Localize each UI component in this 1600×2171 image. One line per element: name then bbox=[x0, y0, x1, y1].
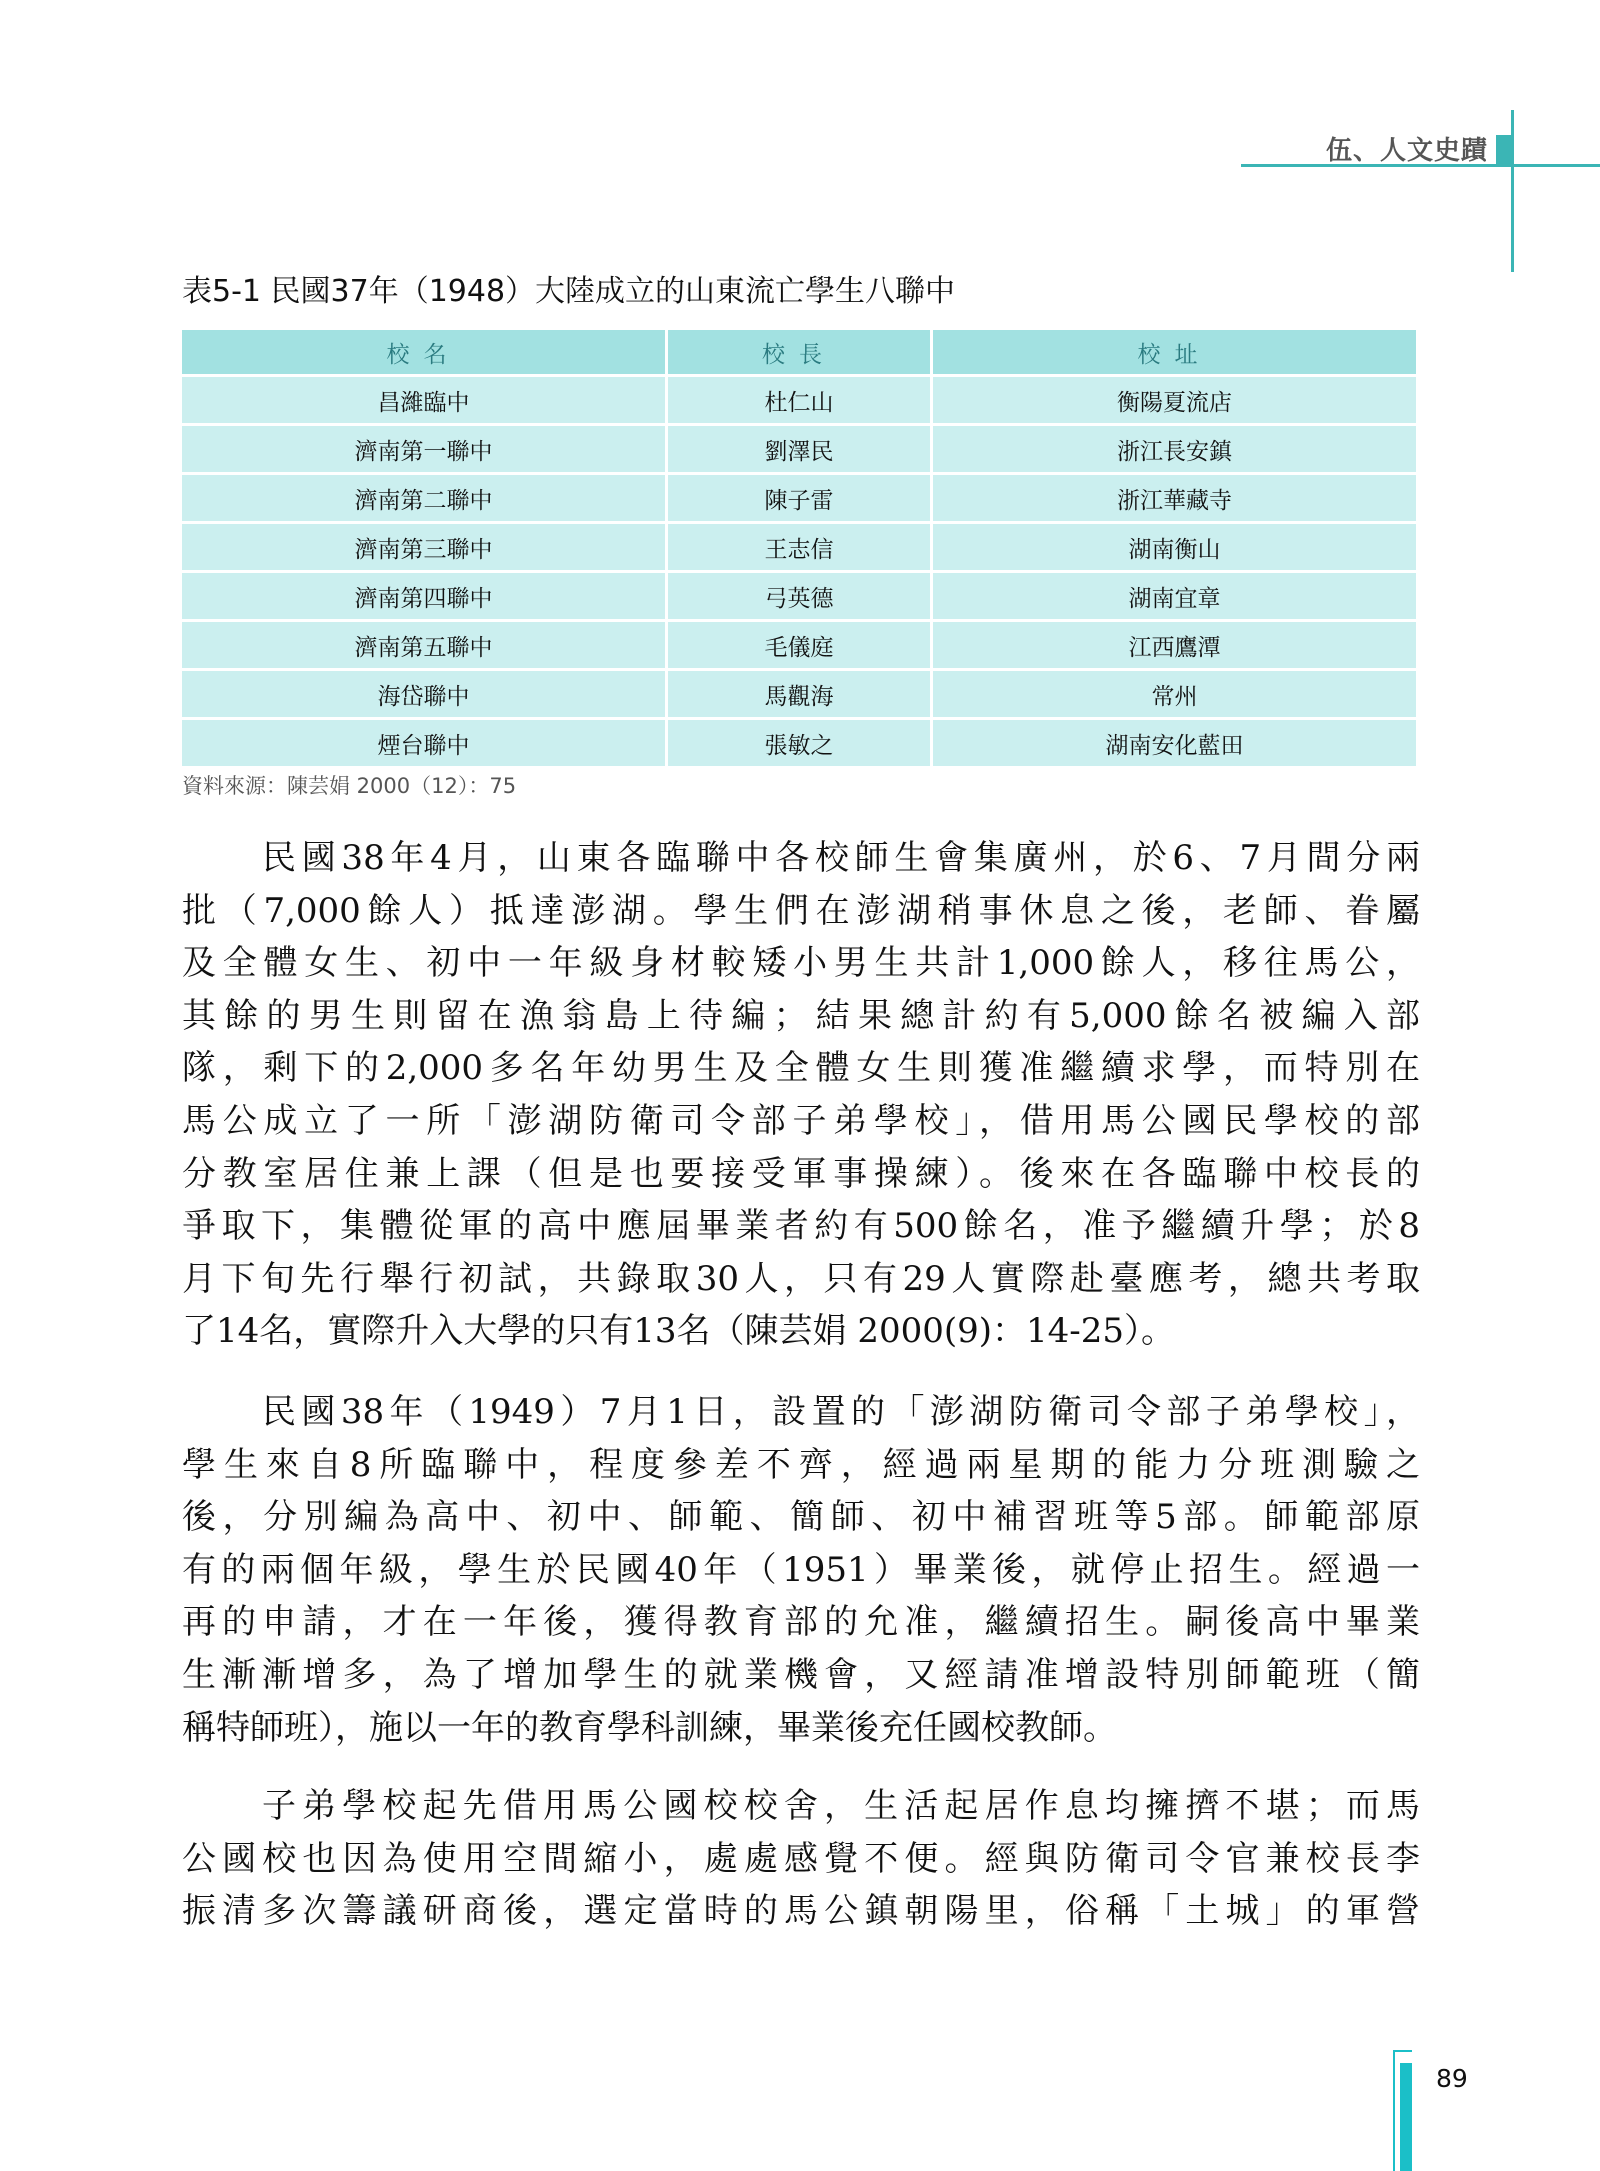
table-title: 表5-1 民國37年（1948）大陸成立的山東流亡學生八聯中 bbox=[182, 274, 956, 309]
table-row bbox=[182, 720, 1416, 766]
school-name-cell: 濟南第三聯中 bbox=[182, 524, 665, 570]
column-header-principal: 校長 bbox=[668, 330, 930, 374]
address-cell: 衡陽夏流店 bbox=[933, 377, 1416, 423]
address-cell: 江西鷹潭 bbox=[933, 622, 1416, 668]
paragraph-line: 振清多次籌議研商後，選定當時的馬公鎮朝陽里，俗稱「土城」的軍營 bbox=[182, 1891, 1420, 1932]
paragraph-line: 爭取下，集體從軍的高中應屆畢業者約有500餘名，准予繼續升學；於8 bbox=[182, 1206, 1420, 1247]
table-row bbox=[182, 573, 1416, 619]
school-name-cell: 濟南第二聯中 bbox=[182, 475, 665, 521]
table-row bbox=[182, 426, 1416, 472]
paragraph-2 bbox=[182, 1386, 1420, 1754]
paragraph-1 bbox=[182, 832, 1420, 1358]
paragraph-line: 公國校也因為使用空間縮小，處處感覺不便。經與防衛司令官兼校長李 bbox=[182, 1838, 1420, 1879]
table-row bbox=[182, 475, 1416, 521]
paragraph-line: 及全體女生、初中一年級身材較矮小男生共計1,000餘人，移往馬公， bbox=[182, 943, 1420, 984]
header-accent-block bbox=[1496, 135, 1513, 166]
paragraph-line: 再的申請，才在一年後，獲得教育部的允准，繼續招生。嗣後高中畢業 bbox=[182, 1602, 1420, 1643]
principal-cell: 王志信 bbox=[668, 524, 930, 570]
table-row bbox=[182, 377, 1416, 423]
school-name-cell: 煙台聯中 bbox=[182, 720, 665, 766]
page-number-bar bbox=[1400, 2063, 1412, 2171]
principal-cell: 毛儀庭 bbox=[668, 622, 930, 668]
principal-cell: 馬觀海 bbox=[668, 671, 930, 717]
table-source: 資料來源：陳芸娟 2000（12）：75 bbox=[182, 774, 517, 798]
paragraph-line: 民國38年（1949）7月1日，設置的「澎湖防衛司令部子弟學校」， bbox=[262, 1392, 1420, 1432]
principal-cell: 弓英德 bbox=[668, 573, 930, 619]
table-row bbox=[182, 671, 1416, 717]
paragraph-line: 月下旬先行舉行初試，共錄取30人，只有29人實際赴臺應考，總共考取 bbox=[182, 1258, 1420, 1299]
principal-cell: 陳子雷 bbox=[668, 475, 930, 521]
address-cell: 湖南宜章 bbox=[933, 573, 1416, 619]
paragraph-line: 隊，剩下的2,000多名年幼男生及全體女生則獲准繼續求學，而特別在 bbox=[182, 1048, 1420, 1089]
paragraph-line: 子弟學校起先借用馬公國校校舍，生活起居作息均擁擠不堪；而馬 bbox=[262, 1786, 1420, 1826]
principal-cell: 劉澤民 bbox=[668, 426, 930, 472]
principal-cell: 杜仁山 bbox=[668, 377, 930, 423]
principal-cell: 張敏之 bbox=[668, 720, 930, 766]
address-cell: 浙江華藏寺 bbox=[933, 475, 1416, 521]
paragraph-line: 其餘的男生則留在漁翁島上待編；結果總計約有5,000餘名被編入部 bbox=[182, 995, 1420, 1036]
school-name-cell: 濟南第五聯中 bbox=[182, 622, 665, 668]
paragraph-line: 馬公成立了一所「澎湖防衛司令部子弟學校」，借用馬公國民學校的部 bbox=[182, 1100, 1420, 1141]
address-cell: 常州 bbox=[933, 671, 1416, 717]
paragraph-3 bbox=[182, 1780, 1420, 1938]
column-header-address: 校址 bbox=[933, 330, 1416, 374]
school-name-cell: 海岱聯中 bbox=[182, 671, 665, 717]
paragraph-line: 分教室居住兼上課（但是也要接受軍事操練）。後來在各臨聯中校長的 bbox=[182, 1153, 1420, 1194]
paragraph-line: 了14名，實際升入大學的只有13名（陳芸娟 2000(9)：14-25）。 bbox=[182, 1311, 1176, 1352]
school-name-cell: 昌濰臨中 bbox=[182, 377, 665, 423]
table-row bbox=[182, 524, 1416, 570]
paragraph-line: 稱特師班），施以一年的教育學科訓練，畢業後充任國校教師。 bbox=[182, 1707, 1117, 1748]
paragraph-line: 學生來自8所臨聯中，程度參差不齊，經過兩星期的能力分班測驗之 bbox=[182, 1444, 1420, 1485]
page-number: 89 bbox=[1436, 2064, 1468, 2093]
school-name-cell: 濟南第一聯中 bbox=[182, 426, 665, 472]
paragraph-line: 有的兩個年級，學生於民國40年（1951）畢業後，就停止招生。經過一 bbox=[182, 1549, 1420, 1590]
table-row bbox=[182, 622, 1416, 668]
school-name-cell: 濟南第四聯中 bbox=[182, 573, 665, 619]
paragraph-line: 批（7,000餘人）抵達澎湖。學生們在澎湖稍事休息之後，老師、眷屬 bbox=[182, 890, 1420, 931]
section-heading: 伍、人文史蹟 bbox=[1325, 136, 1488, 166]
address-cell: 湖南安化藍田 bbox=[933, 720, 1416, 766]
paragraph-line: 民國38年4月，山東各臨聯中各校師生會集廣州，於6、7月間分兩 bbox=[262, 838, 1420, 878]
address-cell: 浙江長安鎮 bbox=[933, 426, 1416, 472]
paragraph-line: 後，分別編為高中、初中、師範、簡師、初中補習班等5部。師範部原 bbox=[182, 1497, 1420, 1538]
schools-table bbox=[179, 327, 1419, 769]
paragraph-line: 生漸漸增多，為了增加學生的就業機會，又經請准增設特別師範班（簡 bbox=[182, 1654, 1420, 1695]
address-cell: 湖南衡山 bbox=[933, 524, 1416, 570]
table-header-row bbox=[182, 330, 1416, 374]
column-header-name: 校名 bbox=[182, 330, 665, 374]
